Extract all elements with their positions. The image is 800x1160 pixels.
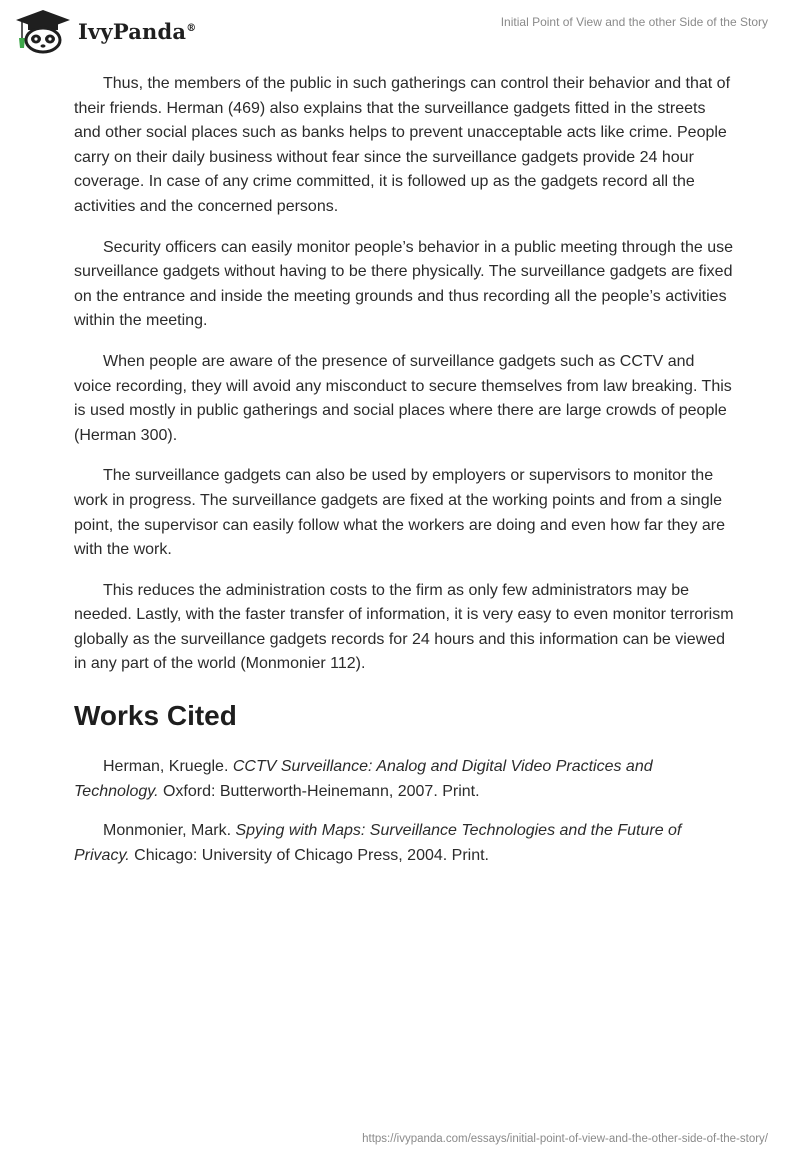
panda-graduate-icon	[14, 8, 72, 54]
citation-author: Monmonier, Mark.	[103, 822, 236, 840]
body-paragraph: When people are aware of the presence of surveillance gadgets such as CCTV and voice recording, they will avoid any misconduct to secure themselves from law breaking. This is used mostly in public gatherings and social places where there are large crowds of people (Herman 300).	[74, 352, 732, 444]
citation-publisher: Chicago: University of Chicago Press, 2004. Print.	[129, 846, 489, 864]
body-paragraph: The surveillance gadgets can also be used by employers or supervisors to monitor the work in progress. The surveillance gadgets are fixed at the working points and from a single point, the supervisor can easily follow what the workers are doing and even how far they are with the work.	[74, 467, 726, 559]
body-paragraph: Security officers can easily monitor people’s behavior in a public meeting through the use surveillance gadgets without having to be there physically. The surveillance gadgets are fixed on the entrance and inside the meeting grounds and thus recording all the people’s activities within the meeting.	[74, 238, 733, 330]
source-url[interactable]: https://ivypanda.com/essays/initial-point-of-view-and-the-other-side-of-the-story/	[362, 1133, 768, 1145]
page-header	[0, 0, 800, 60]
citation-title: CCTV Surveillance: Analog and Digital Video Practices and Technology.	[74, 758, 653, 800]
citation-author: Herman, Kruegle.	[103, 758, 233, 776]
body-paragraph: Thus, the members of the public in such gatherings can control their behavior and that of their friends. Herman (469) also explains that the surveillance gadgets fitted in the streets and other social places such as banks helps to prevent unacceptable acts like crime. People carry on their daily business without fear since the surveillance gadgets provide 24 hour coverage. In case of any crime committed, it is followed up as the gadgets record all the activities and the concerned persons.	[74, 75, 731, 215]
document-title: Initial Point of View and the other Side of the Story	[500, 15, 768, 29]
essay-content	[74, 72, 734, 883]
citation-entry	[74, 755, 734, 804]
citation-publisher: Oxford: Butterworth-Heinemann, 2007. Print.	[158, 782, 480, 800]
ivypanda-logo[interactable]	[14, 8, 196, 54]
citation-title: Spying with Maps: Surveillance Technologies and the Future of Privacy.	[74, 822, 682, 864]
works-cited-heading: Works Cited	[74, 700, 237, 732]
citation-entry	[74, 819, 734, 868]
brand-name: IvyPanda®	[78, 18, 197, 44]
body-paragraph: This reduces the administration costs to the firm as only few administrators may be needed. Lastly, with the faster transfer of information, it is very easy to even monitor terrorism globally as the surveillance gadgets records for 24 hours and this information can be viewed in any part of the world (Monmonier 112).	[74, 581, 734, 673]
